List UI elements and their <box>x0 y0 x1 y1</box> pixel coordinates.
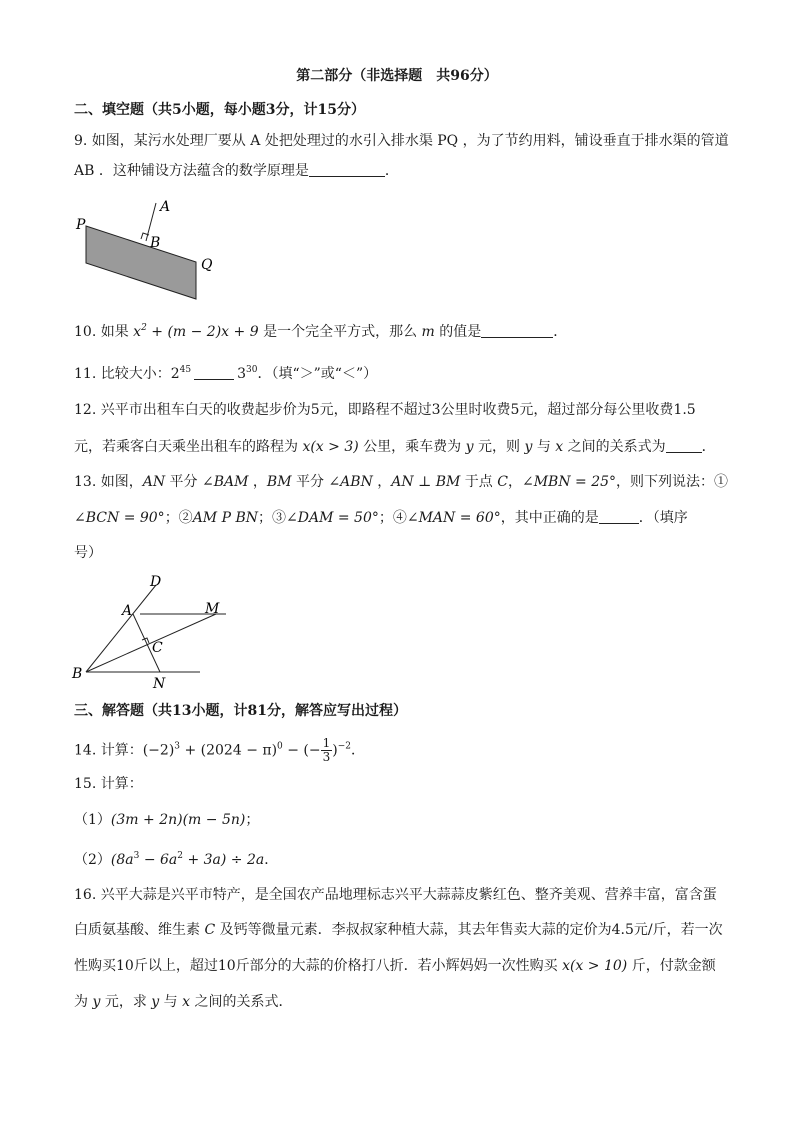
q15-p2-end: ． <box>264 852 279 868</box>
q13-t3: ， <box>248 474 267 490</box>
q13-m4: ∠ABN <box>328 474 373 490</box>
q13-t6: 于点 <box>460 474 498 490</box>
q12-expr: x(x > 3) <box>302 439 359 455</box>
q13-label-C: C <box>152 640 163 656</box>
q11-prefix: 11. 比较大小： <box>74 366 171 382</box>
q13-m7: ∠MBN = 25° <box>521 474 617 490</box>
q9-channel-parallelogram <box>86 226 196 299</box>
q13-opt1: ∠BCN = 90° <box>74 510 165 526</box>
q11-base1: 2 <box>170 366 180 382</box>
q12-text-d: 与 <box>532 439 556 455</box>
q12-text-e: 之间的关系式为 <box>563 439 666 455</box>
q9-line2-text: AB ．这种铺设方法蕴含的数学原理是 <box>74 163 309 179</box>
q13-m5: AN ⊥ BM <box>391 474 461 490</box>
q14-term4-exp: −2 <box>337 741 351 752</box>
q14-line <box>74 737 365 764</box>
q13-line3: 号） <box>74 545 102 561</box>
q16-l2-a: 白质氨基酸、维生素 <box>74 922 205 938</box>
q9-label-Q: Q <box>201 257 213 273</box>
q13-answer-blank[interactable] <box>599 511 639 524</box>
q12-text-b: 公里，乘车费为 <box>358 439 466 455</box>
q12-line1: 12. 兴平市出租车白天的收费起步价为5元，即路程不超过3公里时收费5元，超过部分每公里收费1.5 <box>74 402 696 418</box>
q10-line <box>74 322 567 342</box>
section-heading-solve: 三、解答题（共13小题，计81分，解答应写出过程） <box>74 703 407 719</box>
q16-l4-c: 与 <box>159 994 183 1010</box>
q14-term1: (−2) <box>142 742 175 759</box>
q12-text-c: 元，则 <box>473 439 525 455</box>
q15-p2-a-exp: 3 <box>133 851 140 861</box>
q13-line2 <box>74 508 688 528</box>
q13-sep2: ；③ <box>258 510 286 526</box>
q10-expression: $x^2 + (m - 2)x + 9$ <box>133 323 259 340</box>
q13-m3: BM <box>266 474 292 490</box>
q13-line1 <box>74 472 728 492</box>
q13-line-BD <box>86 585 156 672</box>
q11-answer-blank[interactable] <box>194 367 234 380</box>
q16-l4-y2: y <box>151 994 160 1010</box>
q10-var: m <box>421 324 435 340</box>
q15-p2-b: − 6a <box>139 852 178 868</box>
q16-l4-d: 之间的关系式． <box>190 994 293 1010</box>
q9-label-B: B <box>150 235 161 251</box>
q14-end: ． <box>350 742 365 759</box>
q9-figure <box>70 196 230 306</box>
q13-sep5: ．（填序 <box>638 510 688 526</box>
q11-line <box>74 364 377 384</box>
section-heading-fill-blank: 二、填空题（共5小题，每小题3分，计15分） <box>74 102 365 118</box>
q10-prefix: 10. 如果 <box>74 324 134 340</box>
q13-figure <box>66 570 236 692</box>
q13-t5: ， <box>372 474 392 490</box>
q13-t7: ， <box>507 474 522 490</box>
q13-t2: 平分 <box>165 474 202 490</box>
q16-l4-a: 为 <box>74 994 93 1010</box>
q13-sep1: ；② <box>164 510 193 526</box>
q13-opt3: ∠DAM = 50° <box>286 510 379 526</box>
q15-part2 <box>74 850 278 870</box>
q9-line2-end: ． <box>384 163 399 179</box>
q10-end: ． <box>553 324 568 340</box>
q11-exp1: 45 <box>179 365 192 375</box>
q11-suffix: ．（填“＞”或“＜”） <box>257 366 378 382</box>
q9-answer-blank[interactable] <box>309 164 385 177</box>
q13-opt4: ∠MAN = 60° <box>406 510 501 526</box>
q11-base2: 3 <box>237 366 247 382</box>
q15-p1-label: （1） <box>74 812 111 828</box>
q12-var-x: x <box>555 439 564 455</box>
q13-line-BM <box>86 614 216 672</box>
q13-label-D: D <box>150 574 162 590</box>
q16-l2-b: 及钙等微量元素．李叔叔家种植大蒜，其去年售卖大蒜的定价为4.5元/斤，若一次 <box>215 922 723 938</box>
q12-line2 <box>74 437 716 457</box>
q14-prefix: 14. 计算： <box>74 742 143 759</box>
q13-opt2: AM P BN <box>192 510 258 526</box>
q16-l2-c: C <box>204 922 216 938</box>
q16-l4-b: 元，求 <box>100 994 152 1010</box>
q13-t1: 13. 如图， <box>74 474 143 490</box>
q13-label-N: N <box>153 676 166 692</box>
q14-frac-num: 1 <box>322 736 331 750</box>
q9-label-P: P <box>76 217 86 233</box>
q9-label-A: A <box>160 199 171 215</box>
q13-sep3: ；④ <box>378 510 407 526</box>
q15-p2-c: + 3a) ÷ 2a <box>183 852 265 868</box>
q14-term4: ) <box>332 742 338 759</box>
q16-line4 <box>74 992 292 1012</box>
q14-term1-exp: 3 <box>174 741 181 752</box>
q10-suffix: 的值是 <box>434 324 482 340</box>
q13-label-M: M <box>205 601 220 617</box>
q10-answer-blank[interactable] <box>481 325 553 338</box>
q12-text-a: 元，若乘客白天乘坐出租车的路程为 <box>74 439 303 455</box>
q15-p1-expr: (3m + 2n)(m − 5n) <box>110 812 246 828</box>
q15-p2-b-exp: 2 <box>177 851 183 861</box>
q11-exp2: 30 <box>246 365 258 375</box>
q13-m1: AN <box>142 474 166 490</box>
page-title: 第二部分（非选择题 共96分） <box>296 68 498 84</box>
q12-answer-blank[interactable] <box>666 440 702 453</box>
q10-middle: 是一个完全平方式，那么 <box>258 324 422 340</box>
q15-p2-a: (8a <box>110 852 134 868</box>
q14-term2-exp: 0 <box>277 741 283 752</box>
q13-label-B: B <box>72 666 83 682</box>
q13-sep4: ，其中正确的是 <box>500 510 599 526</box>
q9-line1: 9. 如图，某污水处理厂要从 A 处把处理过的水引入排水渠 PQ ，为了节约用料，铺设垂直于排水渠的管道 <box>74 133 729 149</box>
q16-l4-x: x <box>182 994 191 1010</box>
q13-m2: ∠BAM <box>202 474 249 490</box>
q16-l4-y: y <box>92 994 101 1010</box>
q15-label: 15. 计算： <box>74 776 143 792</box>
q12-var-y2: y <box>524 439 533 455</box>
q14-term3: − (− <box>282 742 321 759</box>
q9-line2 <box>74 161 399 181</box>
q16-line3 <box>74 956 716 976</box>
q12-var-y: y <box>465 439 474 455</box>
q14-term2: + (2024 − π) <box>180 742 278 759</box>
q16-line1: 16. 兴平大蒜是兴平市特产，是全国农产品地理标志兴平大蒜蒜皮紫红色、整齐美观、营养丰富，富含蛋 <box>74 887 717 903</box>
q15-part1 <box>74 810 259 830</box>
q16-l3-expr: x(x > 10) <box>562 958 628 974</box>
q13-t8: ，则下列说法：① <box>616 474 729 490</box>
q14-frac-den: 3 <box>322 750 331 764</box>
q15-p1-end: ； <box>245 812 260 828</box>
q15-p2-label: （2） <box>74 852 111 868</box>
q12-end: ． <box>701 439 716 455</box>
q13-m6: C <box>497 474 508 490</box>
q13-label-A: A <box>122 603 133 619</box>
q16-line2 <box>74 920 723 940</box>
q16-l3-b: 斤，付款金额 <box>627 958 716 974</box>
q13-t4: 平分 <box>291 474 329 490</box>
q14-fraction <box>321 737 333 764</box>
q16-l3-a: 性购买10斤以上，超过10斤部分的大蒜的价格打八折．若小辉妈妈一次性购买 <box>74 958 563 974</box>
